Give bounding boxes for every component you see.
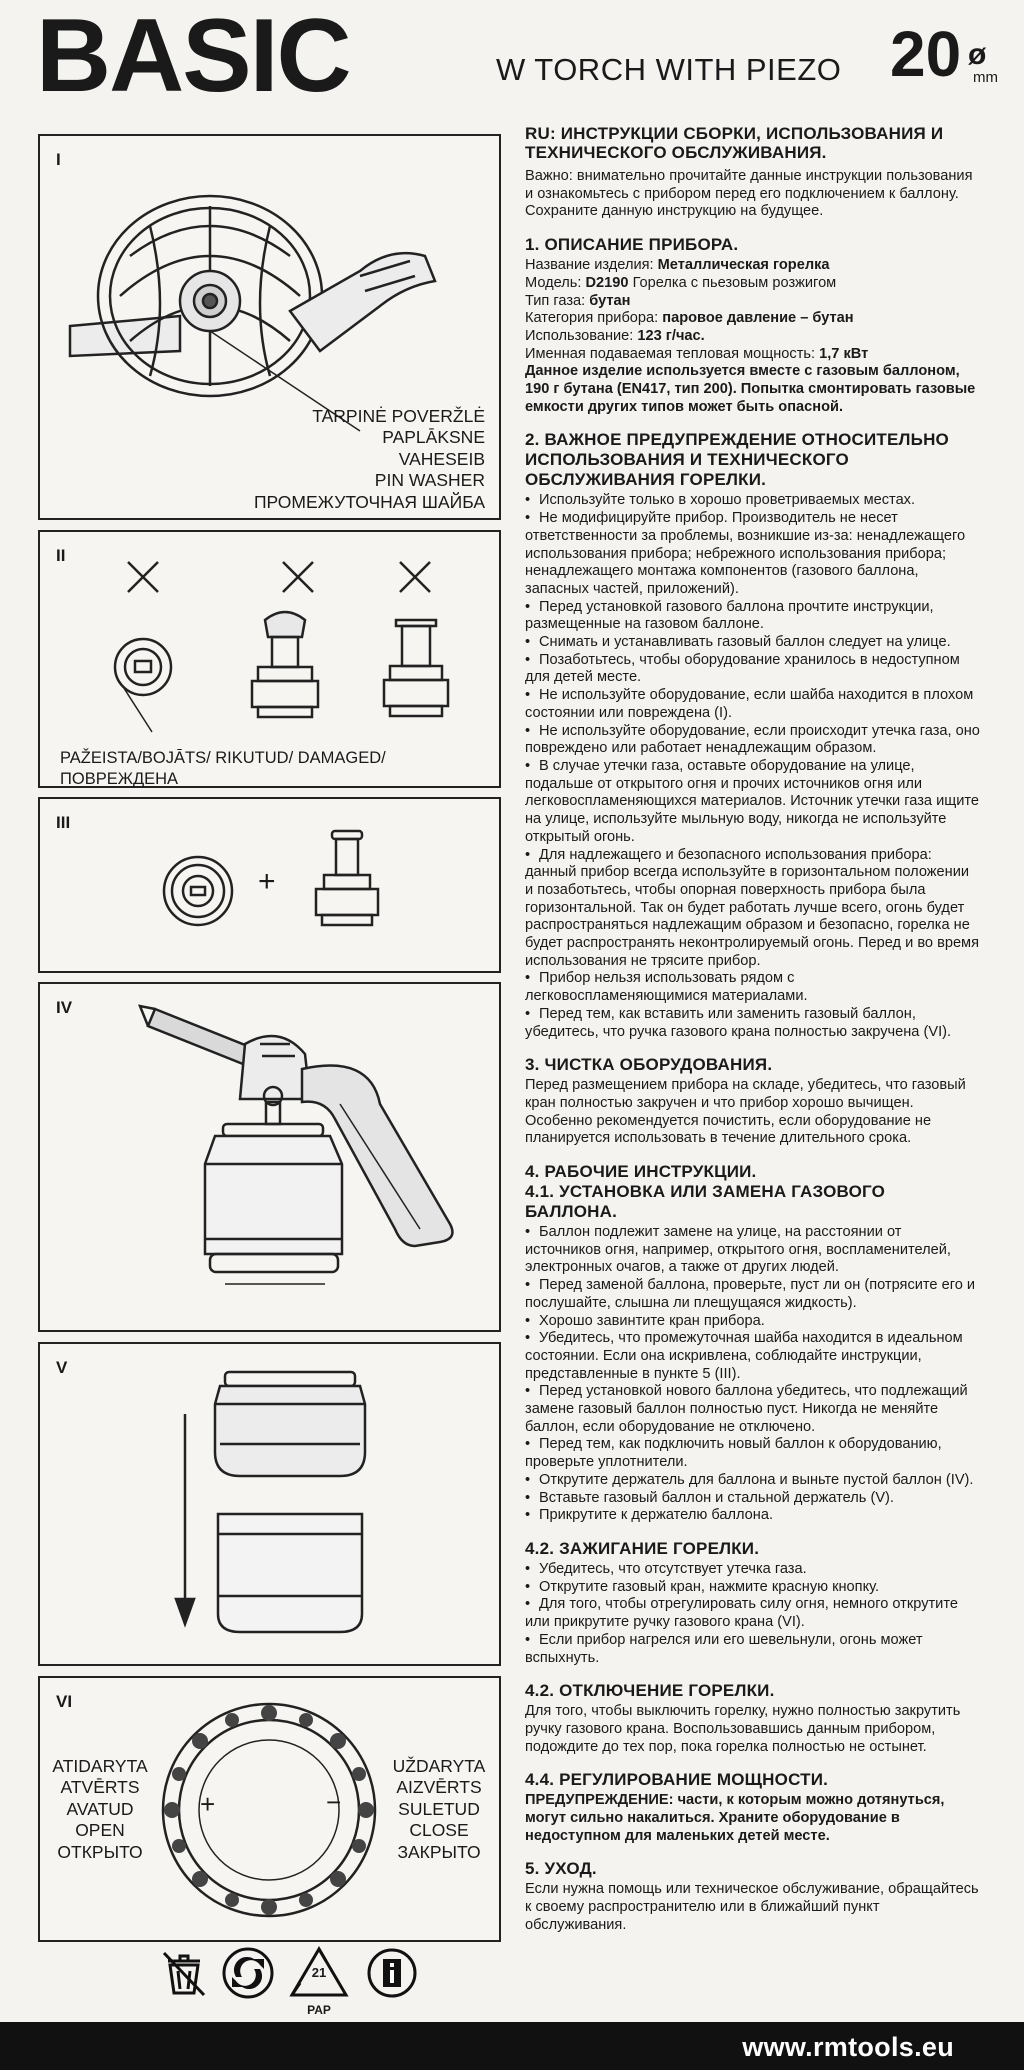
list-item: • Не используйте оборудование, если шайба находится в плохом состоянии или повреждена (I). bbox=[525, 687, 980, 722]
spec-key: Тип газа: bbox=[525, 292, 586, 309]
list-item: • В случае утечки газа, оставьте оборудование на улице, подальше от открытого огня и прочих источников огня или легковоспламеняющихся материалов. Источник утечки газа ищите на улице, используйте мыльную воду, никогда не используйте открытый огонь. bbox=[525, 758, 980, 847]
list-item: • Убедитесь, что отсутствует утечка газа. bbox=[525, 1561, 980, 1579]
open-label-lt: ATIDARYTA bbox=[52, 1756, 148, 1776]
section-4-1-title: 4.1. УСТАНОВКА ИЛИ ЗАМЕНА ГАЗОВОГО БАЛЛОНА. bbox=[525, 1182, 886, 1222]
knob-plus: + bbox=[200, 1789, 216, 1819]
warning-key: ПРЕДУПРЕЖДЕНИЕ: bbox=[525, 1792, 674, 1809]
section-4-3-title: 4.2. ОТКЛЮЧЕНИЕ ГОРЕЛКИ. bbox=[525, 1681, 775, 1701]
diameter-unit: mm bbox=[973, 69, 998, 86]
panel-5-insert-canister bbox=[38, 1342, 501, 1666]
list-item: • Хорошо завинтите кран прибора. bbox=[525, 1313, 980, 1331]
panel-6-knob bbox=[38, 1676, 501, 1942]
open-label-lv: ATVĒRTS bbox=[60, 1777, 140, 1798]
close-label-block bbox=[379, 1756, 499, 1863]
panel-4-remove-canister bbox=[38, 982, 501, 1332]
spec-value: бутан bbox=[589, 292, 631, 309]
instructions-column bbox=[525, 124, 980, 1935]
panel-1-washer bbox=[38, 134, 501, 520]
washer-label-en: PIN WASHER bbox=[374, 470, 485, 491]
list-item: • Перед тем, как подключить новый баллон к оборудованию, проверьте уплотнители. bbox=[525, 1436, 980, 1471]
open-label-block bbox=[40, 1756, 160, 1863]
spec-name bbox=[525, 257, 980, 275]
recycle-code: 21 bbox=[311, 1965, 327, 1980]
panel-number: III bbox=[56, 813, 71, 832]
washer-label-block bbox=[185, 406, 485, 513]
washer-label-lv: PAPLĀKSNE bbox=[382, 427, 485, 448]
plus-sign: + bbox=[258, 865, 276, 898]
section-4-2-list bbox=[525, 1561, 980, 1667]
list-item: • Не модифицируйте прибор. Производитель не несет ответственности за проблемы, возникшие из-за: ненадлежащего использования прибора; небрежного использования прибора; ненадлежащего монтажа компонентов (газового баллона, запасных частей, приложений). bbox=[525, 510, 980, 599]
section-5-body: Если нужна помощь или техническое обслуживание, обращайтесь к своему распространителю или в ближайший пункт обслуживания. bbox=[525, 1881, 979, 1933]
spec-key: Модель: bbox=[525, 274, 582, 291]
section-2-title: 2. ВАЖНОЕ ПРЕДУПРЕЖДЕНИЕ ОТНОСИТЕЛЬНО ИСПОЛЬЗОВАНИЯ И ТЕХНИЧЕСКОГО ОБСЛУЖИВАНИЯ ГОРЕЛКИ. bbox=[525, 430, 949, 490]
list-item: • Используйте только в хорошо проветриваемых местах. bbox=[525, 492, 980, 510]
section-4-2-title: 4.2. ЗАЖИГАНИЕ ГОРЕЛКИ. bbox=[525, 1539, 760, 1558]
list-item: • Если прибор нагрелся или его шевельнули, огонь может вспыхнуть. bbox=[525, 1632, 980, 1667]
spec-key: Именная подаваемая тепловая мощность: bbox=[525, 345, 816, 362]
panel-number: VI bbox=[56, 1692, 73, 1711]
spec-power bbox=[525, 346, 980, 364]
panel-number: IV bbox=[56, 998, 73, 1017]
open-label-en: OPEN bbox=[75, 1820, 125, 1841]
list-item: • Для того, чтобы отрегулировать силу огня, немного открутите или прикрутите ручку газового крана (VI). bbox=[525, 1596, 980, 1631]
list-item: • Не используйте оборудование, если происходит утечка газа, оно повреждено или работает ненадлежащим образом. bbox=[525, 723, 980, 758]
spec-value-desc: Горелка с пьезовым розжигом bbox=[632, 274, 837, 291]
product-subtitle: W TORCH WITH PIEZO bbox=[496, 52, 842, 87]
recycle-material: PAP bbox=[307, 2003, 331, 2017]
instructions-title: RU: ИНСТРУКЦИИ СБОРКИ, ИСПОЛЬЗОВАНИЯ И ТЕХНИЧЕСКОГО ОБСЛУЖИВАНИЯ. bbox=[525, 124, 944, 162]
spec-category bbox=[525, 310, 980, 328]
damaged-label: PAŽEISTA/BOJĀTS/ RIKUTUD/ DAMAGED/ ПОВРЕЖДЕНА bbox=[60, 749, 386, 789]
section-3-body: Перед размещением прибора на складе, убедитесь, что газовый кран полностью закручен и что прибор хорошо вычищен. Особенно рекомендуется почистить, если оборудование не планируется использовать в течение длительного срока. bbox=[525, 1077, 966, 1147]
list-item: • Перед заменой баллона, проверьте, пуст ли он (потрясите его и послушайте, слышна ли плещущаяся жидкость). bbox=[525, 1277, 980, 1312]
bin-icon bbox=[160, 1949, 208, 1997]
list-item: • Убедитесь, что промежуточная шайба находится в идеальном состоянии. Если она искривлена, соблюдайте инструкции, представленные в пункте 5 (III). bbox=[525, 1330, 980, 1383]
spec-key: Использование: bbox=[525, 327, 634, 344]
diameter-symbol: ø bbox=[968, 38, 987, 71]
list-item: • Перед установкой газового баллона прочтите инструкции, размещенные на газовом баллоне. bbox=[525, 599, 980, 634]
list-item: • Открутите газовый кран, нажмите красную кнопку. bbox=[525, 1579, 980, 1597]
list-item: • Вставьте газовый баллон и стальной держатель (V). bbox=[525, 1490, 980, 1508]
spec-gas bbox=[525, 293, 980, 311]
panel-3-correct bbox=[38, 797, 501, 973]
section-3-title: 3. ЧИСТКА ОБОРУДОВАНИЯ. bbox=[525, 1055, 773, 1075]
list-item: • Открутите держатель для баллона и выньте пустой баллон (IV). bbox=[525, 1472, 980, 1490]
spec-value: Металлическая горелка bbox=[657, 257, 830, 274]
section-5-title: 5. УХОД. bbox=[525, 1859, 597, 1879]
open-label-et: AVATUD bbox=[66, 1798, 134, 1819]
knob-minus: − bbox=[326, 1787, 342, 1817]
section-4-3-body: Для того, чтобы выключить горелку, нужно полностью закрутить ручку газового крана. Воспользовавшись данным прибором, подождите до тех пор, пока горелка полностью не остынет. bbox=[525, 1703, 961, 1755]
spec-value: 123 г/час. bbox=[637, 327, 705, 344]
recycle-arrow-icon bbox=[222, 1947, 274, 1999]
info-icon bbox=[366, 1947, 418, 1999]
spec-value: паровое давление – бутан bbox=[662, 310, 854, 327]
spec-model bbox=[525, 275, 980, 293]
list-item: • Перед установкой нового баллона убедитесь, что подлежащий замене газовый баллон полностью пуст. Никогда не меняйте баллон, если оборудование не отключено. bbox=[525, 1383, 980, 1436]
panel-2-damaged bbox=[38, 530, 501, 788]
header bbox=[0, 0, 1024, 120]
spec-value: 1,7 кВт bbox=[819, 345, 869, 362]
panel-number: II bbox=[56, 546, 66, 565]
list-item: • Снимать и устанавливать газовый баллон следует на улице. bbox=[525, 634, 980, 652]
open-label-ru: ОТКРЫТО bbox=[57, 1841, 143, 1862]
panel-number: I bbox=[56, 150, 61, 169]
diameter-value: 20 bbox=[890, 18, 962, 90]
section-4-4-title: 4.4. РЕГУЛИРОВАНИЕ МОЩНОСТИ. bbox=[525, 1770, 829, 1790]
spec-note: Данное изделие используется вместе с газовым баллоном, 190 г бутана (EN417, тип 200). Попытка смонтировать газовые емкости других типов может быть опасной. bbox=[525, 363, 976, 415]
torch-top-view-drawing bbox=[60, 176, 480, 406]
spec-usage bbox=[525, 328, 980, 346]
list-item: • Баллон подлежит замене на улице, на расстоянии от источников огня, например, открытого огня, воспламенителей, электронных очагов, а также от других людей. bbox=[525, 1224, 980, 1277]
list-item: • Позаботьтесь, чтобы оборудование хранилось в недоступном для детей месте. bbox=[525, 652, 980, 687]
close-label-ru: ЗАКРЫТО bbox=[397, 1841, 481, 1862]
disposal-icons bbox=[160, 1945, 420, 2017]
spec-value: D2190 bbox=[585, 274, 629, 291]
washer-label-ru: ПРОМЕЖУТОЧНАЯ ШАЙБА bbox=[253, 491, 485, 512]
washer-label-lt: TARPINĖ POVERŽLĖ bbox=[312, 406, 485, 426]
list-item: • Перед тем, как вставить или заменить газовый баллон, убедитесь, что ручка газового крана полностью закручена (VI). bbox=[525, 1006, 980, 1041]
website-url: www.rmtools.eu bbox=[742, 2032, 954, 2062]
section-1-title: 1. ОПИСАНИЕ ПРИБОРА. bbox=[525, 235, 739, 255]
spec-key: Категория прибора: bbox=[525, 310, 659, 327]
close-label-lv: AIZVĒRTS bbox=[396, 1777, 482, 1798]
warning-text: части, к которым можно дотянуться, могут сильно накалиться. Храните оборудование в недоступном для маленьких детей месте. bbox=[525, 1792, 945, 1844]
footer-bar bbox=[0, 2022, 1024, 2070]
section-4-1-list bbox=[525, 1224, 980, 1525]
close-label-en: CLOSE bbox=[409, 1820, 469, 1841]
list-item: • Прикрутите к держателю баллона. bbox=[525, 1507, 980, 1525]
panel-number: V bbox=[56, 1358, 68, 1377]
close-label-lt: UŽDARYTA bbox=[392, 1756, 486, 1776]
brand-title: BASIC bbox=[36, 0, 350, 114]
washer-label-et: VAHESEIB bbox=[398, 448, 485, 469]
intro-text: Важно: внимательно прочитайте данные инструкции пользования и ознакомьтесь с прибором перед его подключением к баллону. Сохраните данную инструкцию на будущее. bbox=[525, 168, 973, 220]
list-item: • Для надлежащего и безопасного использования прибора: данный прибор всегда используйте в горизонтальном положении и позаботьтесь, чтобы опорная поверхность прибора была горизонтальной. Так он будет работать лучше всего, огонь будет распространяться надлежащим образом и безопасно, горелка не будет распространять неконтролируемый огонь. Перед и во время использования не трясите прибор. bbox=[525, 847, 980, 971]
section-2-list bbox=[525, 492, 980, 1041]
spec-key: Название изделия: bbox=[525, 257, 654, 274]
section-4-title: 4. РАБОЧИЕ ИНСТРУКЦИИ. bbox=[525, 1162, 757, 1182]
damaged-washer-drawing bbox=[40, 532, 499, 742]
list-item: • Прибор нельзя использовать рядом с легковоспламеняющимися материалами. bbox=[525, 970, 980, 1005]
close-label-et: SULETUD bbox=[398, 1798, 480, 1819]
power-warning bbox=[525, 1792, 980, 1845]
canister-insert-drawing bbox=[40, 1344, 499, 1664]
torch-and-canister-drawing bbox=[40, 984, 499, 1330]
